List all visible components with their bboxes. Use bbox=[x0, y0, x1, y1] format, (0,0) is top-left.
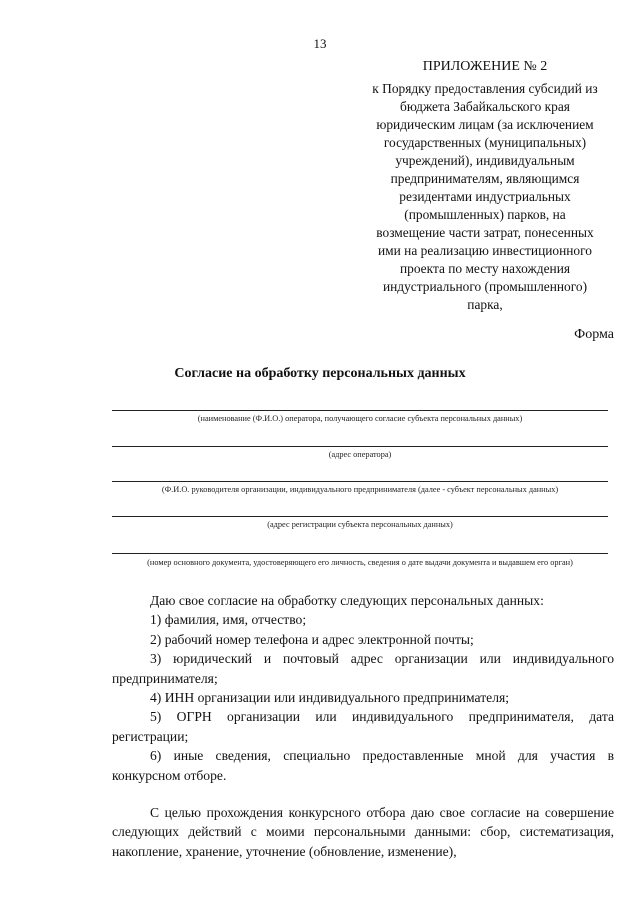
consent-purpose: С целью прохождения конкурсного отбора даю свое согласие на совершение следующих действий с моими персональными данными: сбор, систематизация, накопление, хранение, уточнение (обновление, изменение), bbox=[112, 805, 614, 859]
operator-name-field[interactable] bbox=[112, 410, 608, 425]
consent-item: 2) рабочий номер телефона и адрес электронной почты; bbox=[150, 631, 474, 647]
subject-name-field[interactable] bbox=[112, 481, 608, 496]
consent-body bbox=[112, 591, 614, 861]
page-number: 13 bbox=[313, 36, 327, 51]
appendix-line: (промышленных) парков, на bbox=[404, 207, 566, 222]
fill-line bbox=[112, 516, 608, 517]
appendix-title: ПРИЛОЖЕНИЕ № 2 bbox=[422, 59, 548, 74]
subject-address-field[interactable] bbox=[112, 516, 608, 531]
fill-line bbox=[112, 553, 608, 554]
consent-item: 3) юридический и почтовый адрес организации или индивидуального предпринимателя; bbox=[112, 651, 614, 686]
appendix-line: учреждений), индивидуальным bbox=[395, 153, 575, 168]
appendix-line: ими на реализацию инвестиционного bbox=[378, 243, 592, 258]
fill-line bbox=[112, 481, 608, 482]
field-caption: (адрес регистрации субъекта персональных данных) bbox=[267, 520, 453, 529]
field-caption: (адрес оператора) bbox=[328, 450, 392, 459]
appendix-line: индустриального (промышленного) bbox=[382, 279, 588, 294]
consent-item: 1) фамилия, имя, отчество; bbox=[150, 612, 307, 628]
form-label: Форма bbox=[574, 327, 614, 342]
appendix-line: парка, bbox=[467, 297, 503, 312]
identity-document-field[interactable] bbox=[112, 553, 608, 571]
appendix-line: предпринимателям, являющимся bbox=[390, 171, 580, 186]
operator-address-field[interactable] bbox=[112, 446, 608, 461]
consent-item: 6) иные сведения, специально предоставленные мной для участия в конкурсном отборе. bbox=[112, 748, 614, 783]
fill-line bbox=[112, 446, 608, 447]
appendix-line: резидентами индустриальных bbox=[399, 189, 571, 204]
field-caption: (номер основного документа, удостоверяющего его личность, сведения о дате выдачи документа и выдавшем его орган) bbox=[147, 558, 573, 567]
document-title: Согласие на обработку персональных данных bbox=[174, 366, 466, 381]
appendix-line: государственных (муниципальных) bbox=[383, 135, 587, 150]
appendix-line: юридическим лицам (за исключением bbox=[376, 117, 594, 132]
appendix-line: возмещение части затрат, понесенных bbox=[376, 225, 594, 240]
field-caption: (Ф.И.О. руководителя организации, индивидуального предпринимателя (далее - субъект персональных данных) bbox=[161, 485, 559, 494]
paragraph-gap bbox=[112, 785, 614, 803]
field-caption: (наименование (Ф.И.О.) оператора, получающего согласие субъекта персональных данных) bbox=[197, 414, 523, 423]
consent-intro: Даю свое согласие на обработку следующих персональных данных: bbox=[150, 593, 544, 608]
consent-item: 4) ИНН организации или индивидуального предпринимателя; bbox=[150, 690, 510, 706]
appendix-line: к Порядку предоставления субсидий из bbox=[372, 81, 598, 96]
appendix-line: бюджета Забайкальского края bbox=[400, 99, 570, 114]
appendix-line: проекта по месту нахождения bbox=[399, 261, 571, 276]
appendix-header bbox=[356, 58, 614, 314]
fill-line bbox=[112, 410, 608, 411]
consent-item: 5) ОГРН организации или индивидуального предпринимателя, дата регистрации; bbox=[112, 709, 614, 744]
